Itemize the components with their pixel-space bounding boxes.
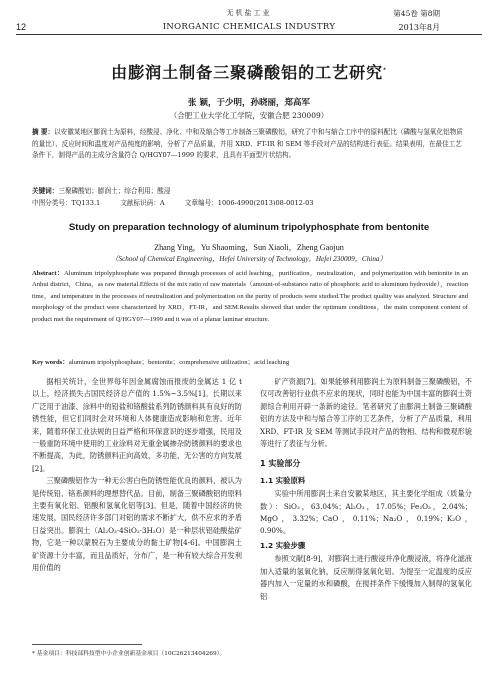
abstract-cn-label: 摘 要： — [32, 128, 55, 136]
body-column-left — [32, 376, 242, 575]
page-number: 12 — [16, 22, 27, 32]
header-rule — [16, 34, 482, 35]
section-heading: 1 实验部分 — [260, 459, 301, 469]
keywords-cn — [32, 185, 468, 195]
journal-name-cn: 无机盐工业 — [226, 9, 272, 17]
keywords-cn-label: 关键词： — [32, 187, 59, 195]
clc-number: 中图分类号：TQ133.1 — [32, 199, 101, 207]
document-code: 文献标识码：A — [120, 199, 165, 207]
keywords-en-label: Key words： — [32, 359, 69, 366]
keywords-cn-text: 三聚磷酸铝；膨润土；综合利用；酸浸 — [58, 187, 171, 195]
body-paragraph: 矿产资源[7]。如果能够利用膨润土为原料制备三聚磷酸铝，不仅可改善铝行业供不应求的现状，同时也能为中国丰富的膨润土资源综合利用开辟一条新的途径。笔者研究了由膨润土制备三聚磷酸铝的方法及中和与缩合等工序的工艺条件，分析了产品质量，利用 XRD、FT-IR 及 SEM 等测试手段对产品的物相、结构和微观形貌等进行了表征与分析。 — [260, 377, 472, 449]
affiliation-en: （School of Chemical Engineering，Hefei University of Technology，Hefei 230009，China） — [111, 255, 387, 263]
abstract-en-text: Aluminum tripolyphosphate was prepared through processes of acid leaching，purification，neutralization，and polymerization with bentonite in an Anhui district，China，as raw material.Effects of the mix ratio of raw materials（amount-of-substance ratio of phosphoric acid to aluminum hydroxide），reaction time，and temperature in the processes of neutralization and polymerization on the purity of products were studied.The product quality was analyzed. Structure and morphology of the product were characterized by XRD，FT-IR，and SEM.Results showed that under the optimum conditions，the main component content of product met the requirement of Q/HGY07—1999 and it was of a planar laminar structure. — [32, 270, 468, 323]
issue-date: 2013年8月 — [398, 23, 440, 32]
article-number: 文章编号：1006-4990(2013)08-0012-03 — [184, 199, 314, 207]
body-paragraph: 据相关统计，全世界每年因金属腐蚀而报废的金属达 1 亿 t 以上，经济损失占国民经济总产值的 1.5%~3.5%[1]。长期以来广泛用于油漆、涂料中的铅盐和铬酸盐系列防锈颜料具有良好的防锈性能，但它们同时会对环境和人体健康造成影响和危害。近年来，随着环保工业法规的日益严格和环保意识的逐步增强，民用及一般重防环境中使用的工业涂料对无重金属掺杂防锈颜料的要求也不断提高，为此，防锈颜料正向高效、多功能、无公害的方向发展[2]。 — [32, 377, 242, 473]
body-column-right — [260, 376, 472, 603]
subsection-heading: 1.1 实验原料 — [260, 475, 306, 485]
paper-title-cn: 由膨润土制备三聚磷酸铝的工艺研究* — [111, 63, 387, 82]
keywords-en — [32, 356, 468, 366]
abstract-cn-text: 以安徽某地区膨润土为原料，经酸浸、净化、中和及缩合等工序制备三聚磷酸铝，研究了中和与缩合工序中的原料配比（磷酸与氢氧化铝物质的量比）、反应时间和温度对产品纯度的影响，分析了产品质量，并用 XRD、FT-IR 和 SEM 等手段对产品的结构进行表征。结果表明，在最佳工艺条件下，制得产品的主成分含量符合 Q/HGY07—1999 的要求，且具有平面型片状结构。 — [32, 128, 463, 160]
journal-name-en: INORGANIC CHEMICALS INDUSTRY — [162, 22, 336, 32]
body-paragraph: 参照文献[8-9]，对膨润土进行酸浸并净化酸浸液，将净化滤液加入适量的氢氧化钠，反应制得氢氧化铝。为提至一定温度的反应器内加入一定量的水和磷酸，在搅拌条件下缓慢加入制得的氢氧化铝 — [260, 554, 472, 601]
body-paragraph: 三聚磷酸铝作为一种无公害白色防锈性能优良的颜料，被认为是传统铅、铬系颜料的理想替代品。目前，制备三聚磷酸铝的原料主要有氧化铝、铝酸和氢氧化铝等[3]。但是，随着中国经济的快速发展，国民经济许多部门对铝的需求不断扩大，供不应求的矛盾日益突出。膨润土（Al₂O₃·4SiO₂·3H₂O）是一种层状铝硅酸盐矿物，它是一种以蒙脱石为主要成分的黏土矿物[4-6]。中国膨润土矿资源十分丰富，而且品质好，分布广，是一种有较大综合开发利用价值的 — [32, 476, 242, 573]
subsection-heading: 1.2 实验步骤 — [260, 540, 306, 550]
footnote-rule — [32, 644, 142, 645]
keywords-en-text: aluminum tripolyphosphate；bentonite；comprehensive utilization；acid leaching — [68, 359, 290, 366]
body-paragraph: 实验中所用膨润土来自安徽某地区，其主要化学组成（质量分数）：SiO₂，63.04%；Al₂O₃，17.05%；Fe₂O₃，2.04%；MgO，3.32%；CaO，0.11%；Na₂O，0.19%；K₂O，0.90%。 — [260, 489, 472, 536]
abstract-en — [32, 268, 468, 325]
authors-cn: 张 颖，于少明，孙晓丽，郑高军 — [188, 98, 310, 108]
abstract-cn — [32, 127, 468, 162]
paper-title-en: Study on preparation technology of aluminum tripolyphosphate from bentonite — [68, 222, 430, 233]
affiliation-cn: （合肥工业大学化工学院，安徽合肥 230009） — [169, 111, 329, 120]
classification-cn — [32, 197, 468, 207]
abstract-en-label: Abstract： — [32, 270, 64, 277]
footnote: * 基金项目：科技部科技型中小企业创新基金项目（10C26213404269）。 — [32, 651, 226, 657]
authors-en: Zhang Ying，Yu Shaoming，Sun Xiaoli，Zheng Gaojun — [154, 243, 344, 252]
volume-issue: 第45卷 第8期 — [393, 9, 440, 18]
